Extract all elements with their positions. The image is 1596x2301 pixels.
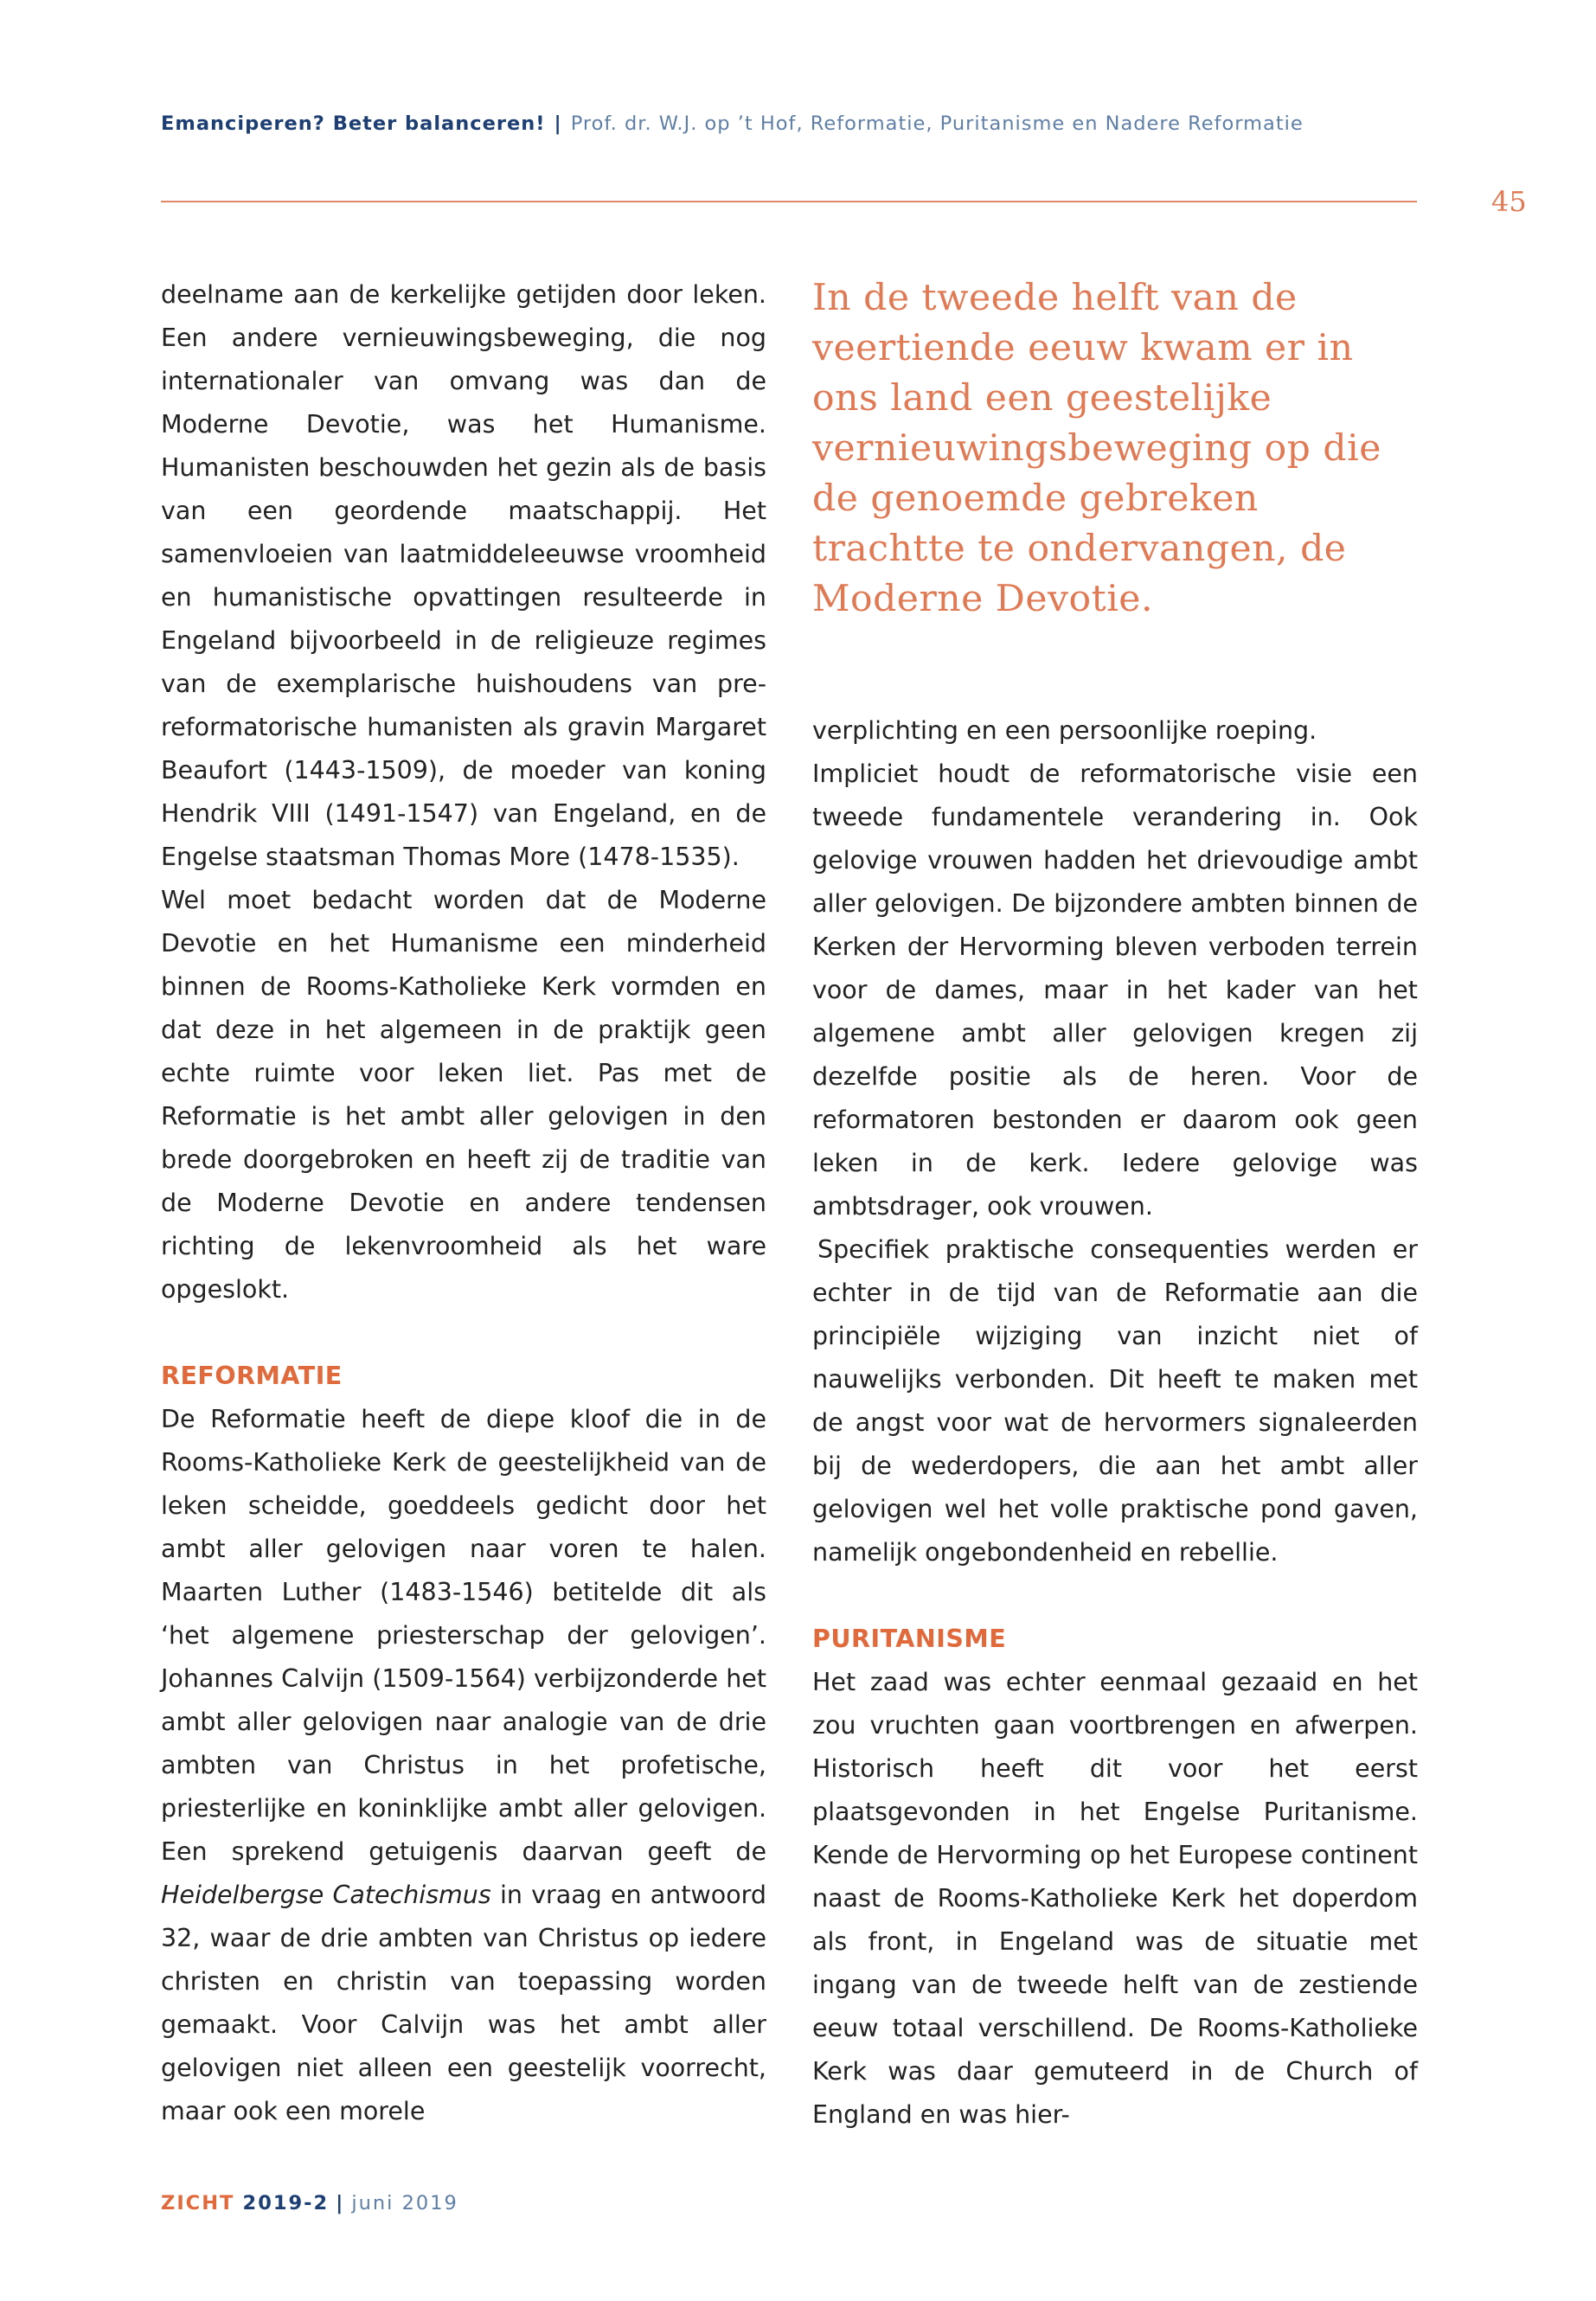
page-number: 45 [1491,185,1527,218]
body-paragraph [161,273,766,879]
left-paragraph-2: Wel moet bedacht worden dat de Moderne Devotie en het Humanisme een minderheid binnen de Rooms-Katholieke Kerk vormden en dat deze in het algemeen in de praktijk geen echte ruimte voor leken liet. Pas met de Reformatie is het ambt aller gelovigen in den brede doorgebroken en heeft zij de traditie van de Moderne Devotie en andere tendensen richting de lekenvroomheid als het ware opgeslokt. [161,886,766,1304]
left-paragraph-3-part-1: De Reformatie heeft de diepe kloof die in de Rooms-Katholieke Kerk de geestelijkheid van de leken scheidde, goeddeels gedicht door het ambt aller gelovigen naar voren te halen. Maarten Luther (1483-1546) betitelde dit als ‘het algemene priesterschap der gelovigen’. Johannes Calvijn (1509-1564) verbijzonderde het ambt aller gelovigen naar analogie van de drie ambten van Christus in het profetische, priesterlijke en koninklijke ambt aller gelovigen. Een sprekend getuigenis daarvan geeft de [161,1405,766,1866]
right-paragraph-3: Specifiek praktische consequenties werden er echter in de tijd van de Reformatie aan die principiële wijziging van inzicht niet of nauwelijks verbonden. Dit heeft te maken met de angst voor wat de hervormers signaleerden bij de wederdopers, die aan het ambt aller gelovigen wel het volle praktische pond gaven, namelijk ongebondenheid en rebellie. [812,1235,1418,1567]
body-paragraph [161,1398,766,2133]
section-heading-reformatie: REFORMATIE [161,1362,343,1390]
journal-title: Emanciperen? Beter balanceren! [161,112,546,135]
right-column-body [812,709,1418,2137]
footer-folio [161,2192,458,2214]
header-separator: | [554,112,562,135]
catechismus-title: Heidelbergse Catechismus [161,1881,491,1909]
running-header [161,112,1424,135]
issue-date: juni 2019 [351,2192,458,2214]
left-column [161,273,766,2133]
section-heading-puritanisme: PURITANISME [812,1625,1007,1653]
right-paragraph-1: verplichting en een persoonlijke roeping. [812,716,1317,745]
left-paragraph-1: deelname aan de kerkelijke getijden door leken. Een andere vernieuwingsbeweging, die nog internationaler van omvang was dan de Moderne Devotie, was het Humanisme. Humanisten beschouwden het gezin als de basis van een geordende maatschappij. Het samenvloeien van laatmiddeleeuwse vroomheid en humanistische opvattingen resulteerde in Engeland bijvoorbeeld in de religieuze regimes van de exemplarische huishoudens van pre-reformatorische humanisten als gravin Margaret Beaufort (1443-1509), de moeder van koning Hendrik VIII (1491-1547) van Engeland, en de Engelse staatsman Thomas More (1478-1535). [161,280,766,871]
right-paragraph-4: Het zaad was echter eenmaal gezaaid en het zou vruchten gaan voortbrengen en afwerpen. Historisch heeft dit voor het eerst plaatsgevonden in het Engelse Puritanisme. Kende de Hervorming op het Europese continent naast de Rooms-Katholieke Kerk het doperdom als front, in Engeland was de situatie met ingang van de tweede helft van de zestiende eeuw totaal verschillend. De Rooms-Katholieke Kerk was daar gemuteerd in de Church of England en was hier- [812,1668,1418,2129]
article-info: Prof. dr. W.J. op ’t Hof, Reformatie, Puritanisme en Nadere Reformatie [570,112,1304,135]
pull-quote: In de tweede helft van de veertiende eeuw kwam er in ons land een geestelijke vernieuwingsbeweging op die de genoemde gebreken trachtte te ondervangen, de Moderne Devotie. [812,277,1381,620]
issue-number: 2019-2 [242,2192,330,2214]
magazine-name: ZICHT [161,2192,235,2214]
header-rule [161,201,1417,202]
right-paragraph-2: Impliciet houdt de reformatorische visie een tweede fundamentele verandering in. Ook gelovige vrouwen hadden het drievoudige ambt aller gelovigen. De bijzondere ambten binnen de Kerken der Hervorming bleven verboden terrein voor de dames, maar in het kader van het algemene ambt aller gelovigen kregen zij dezelfde positie als de heren. Voor de reformatoren bestonden er daarom ook geen leken in de kerk. Iedere gelovige was ambtsdrager, ook vrouwen. [812,760,1418,1221]
right-column [812,273,1418,625]
left-paragraph-3-part-2: in vraag en antwoord 32, waar de drie ambten van Christus op iedere christen en christin van toepassing worden gemaakt. Voor Calvijn was het ambt aller gelovigen niet alleen een geestelijk voorrecht, maar ook een morele [161,1881,766,2125]
body-paragraph [161,879,766,1311]
footer-separator: | [336,2192,345,2214]
